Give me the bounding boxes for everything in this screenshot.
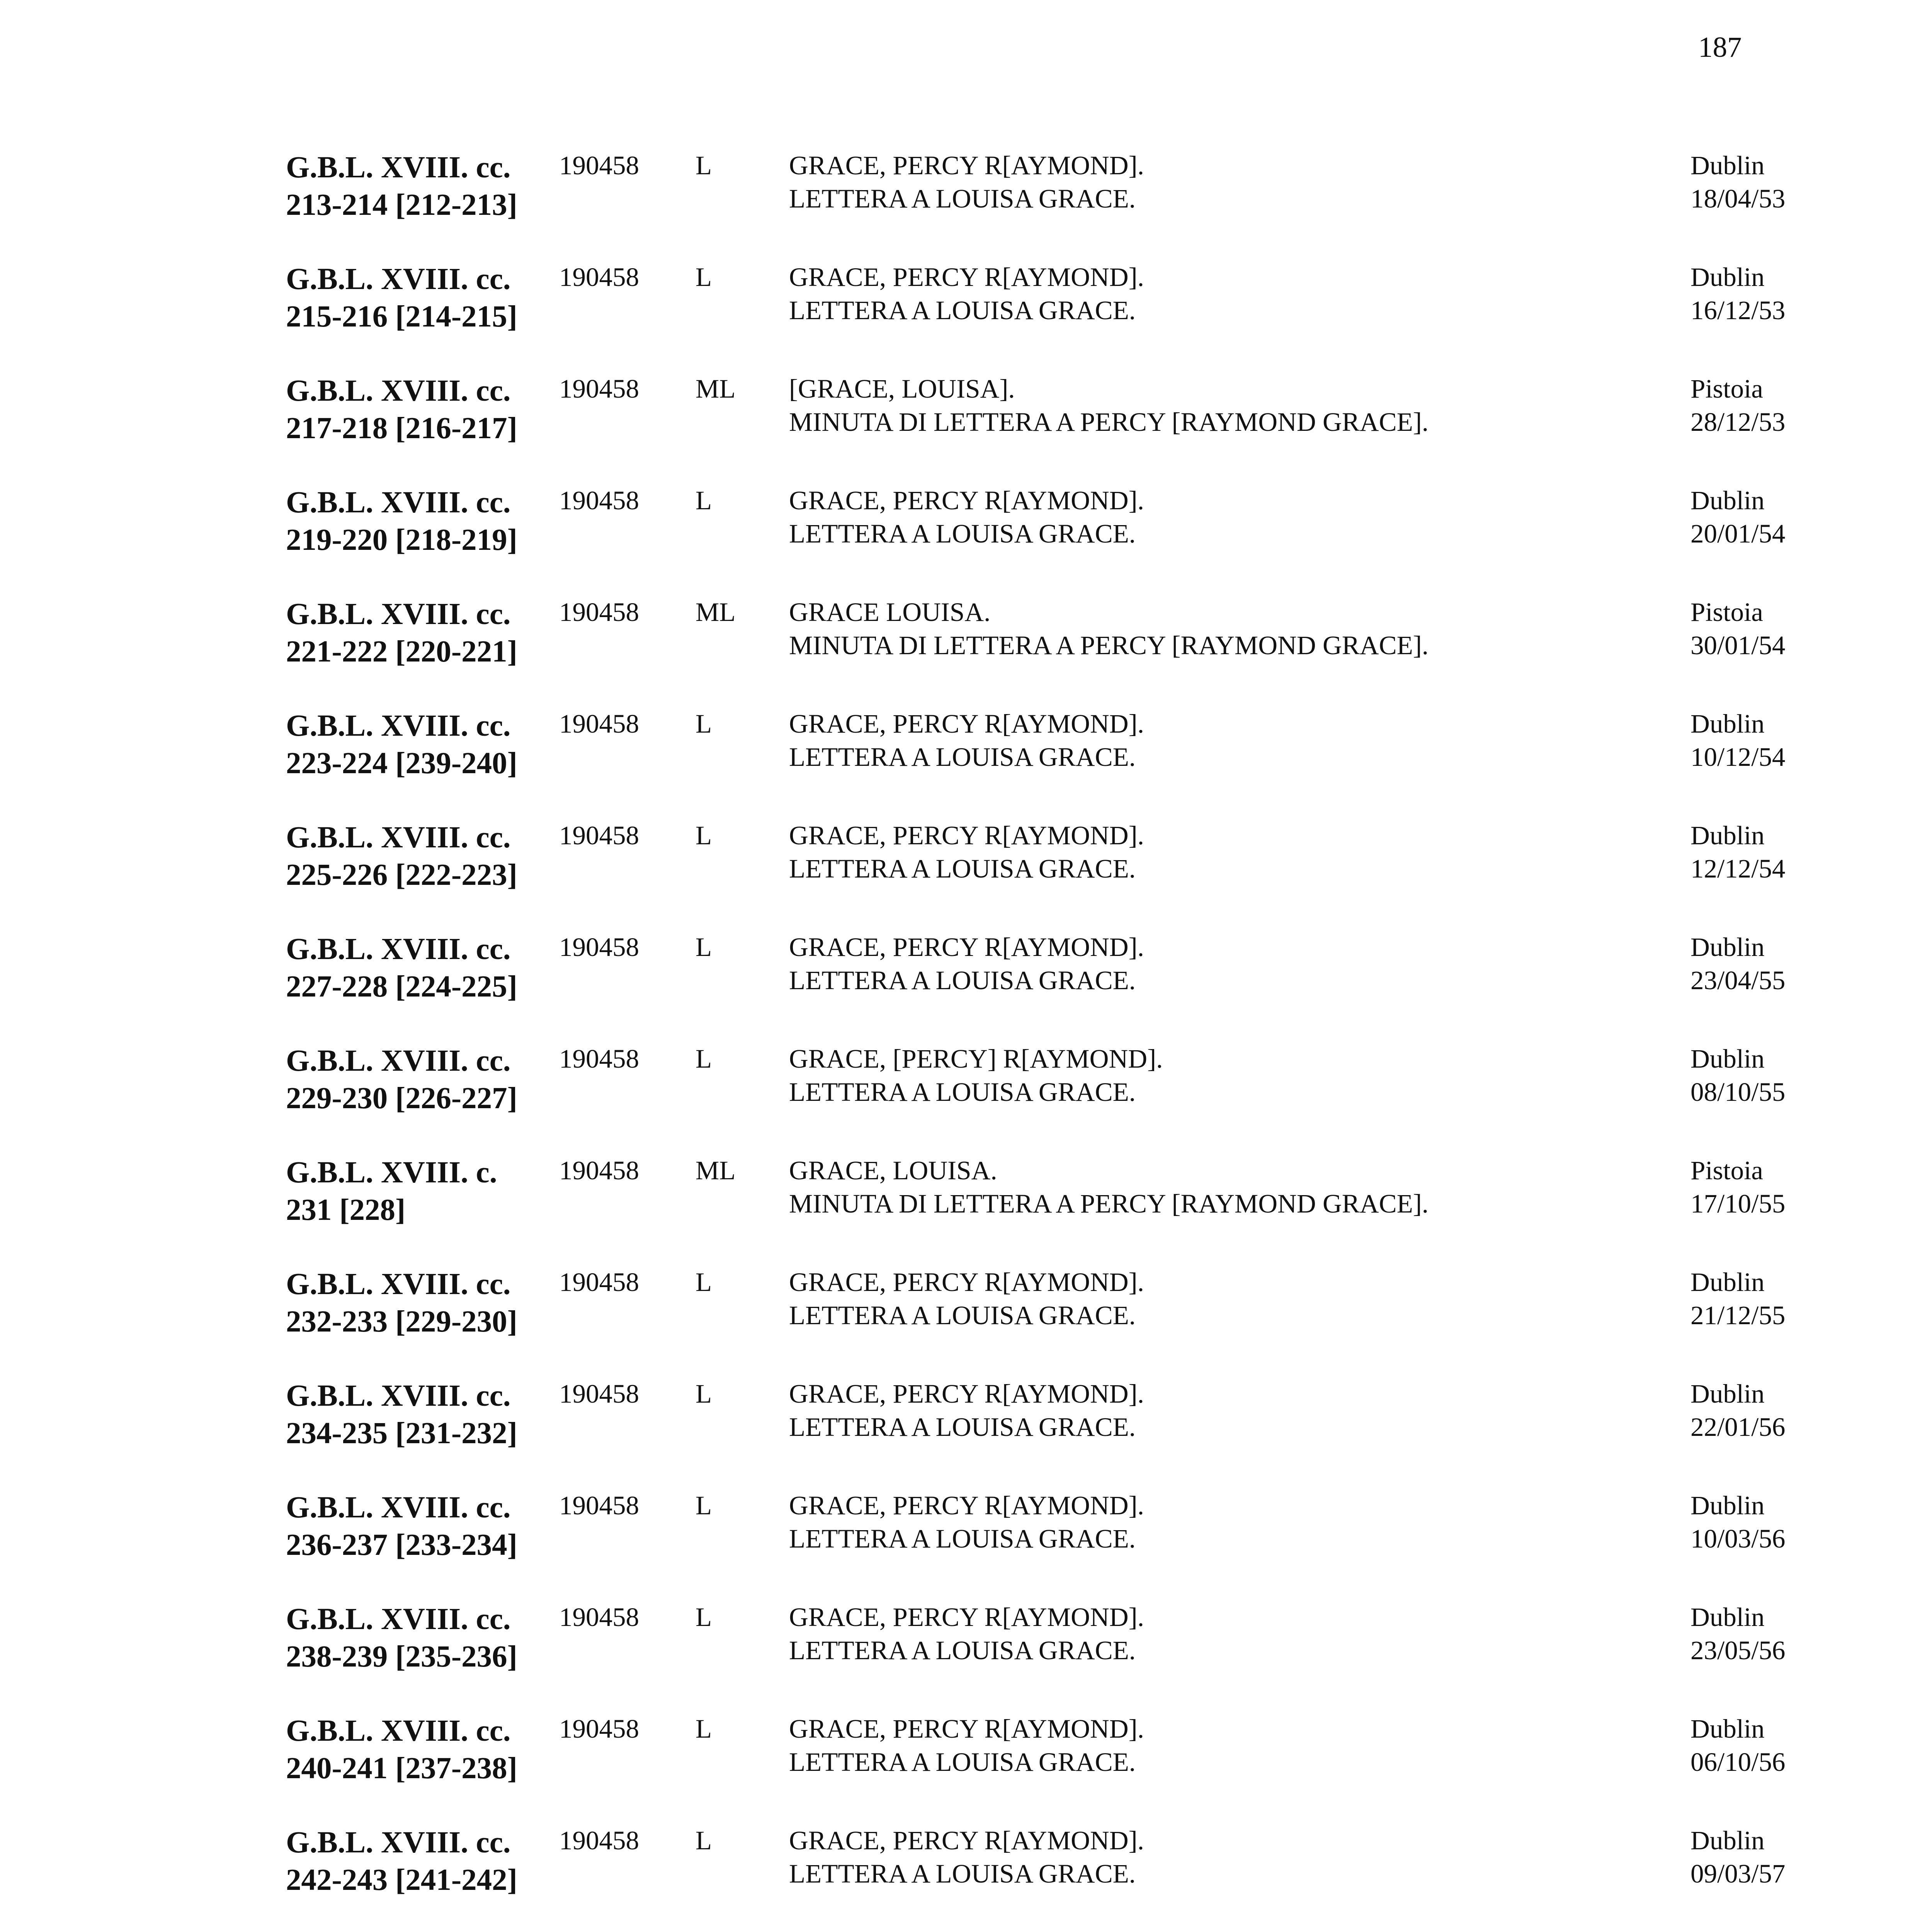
description: LETTERA A LOUISA GRACE. (789, 1859, 1136, 1888)
shelfmark-line2: 217-218 [216-217] (286, 412, 517, 445)
catalogue-entry (0, 1824, 1932, 1920)
date: 16/12/53 (1690, 296, 1786, 325)
shelfmark-line2: 227-228 [224-225] (286, 970, 517, 1003)
catalogue-entry (0, 1042, 1932, 1139)
shelfmark-line1: G.B.L. XVIII. cc. (286, 1379, 511, 1413)
catalogue-entry (0, 149, 1932, 245)
entry-description (789, 1265, 1144, 1332)
shelfmark (286, 1489, 564, 1564)
author: GRACE, PERCY R[AYMOND]. (789, 1826, 1144, 1855)
date: 23/04/55 (1690, 966, 1786, 995)
author: GRACE, PERCY R[AYMOND]. (789, 932, 1144, 962)
shelfmark (286, 1265, 564, 1340)
shelfmark-line1: G.B.L. XVIII. cc. (286, 1826, 511, 1859)
place: Dublin (1690, 1267, 1765, 1297)
description: LETTERA A LOUISA GRACE. (789, 966, 1136, 995)
document-type: L (696, 262, 712, 292)
entry-description (789, 1600, 1144, 1667)
shelfmark-line2: 213-214 [212-213] (286, 188, 517, 222)
description: LETTERA A LOUISA GRACE. (789, 1301, 1136, 1330)
place: Dublin (1690, 1379, 1765, 1408)
place: Dublin (1690, 1044, 1765, 1073)
shelfmark-line1: G.B.L. XVIII. cc. (286, 821, 511, 854)
date: 06/10/56 (1690, 1747, 1786, 1777)
author: GRACE, PERCY R[AYMOND]. (789, 262, 1144, 292)
entry-description (789, 1712, 1144, 1779)
inventory-code: 190458 (559, 597, 639, 627)
date: 10/03/56 (1690, 1524, 1786, 1553)
shelfmark-line2: 223-224 [239-240] (286, 747, 517, 780)
shelfmark-line2: 238-239 [235-236] (286, 1640, 517, 1673)
place-date (1690, 819, 1785, 885)
shelfmark-line2: 215-216 [214-215] (286, 300, 517, 333)
shelfmark-line1: G.B.L. XVIII. cc. (286, 1491, 511, 1524)
document-type: L (696, 1491, 712, 1520)
author: GRACE, PERCY R[AYMOND]. (789, 1714, 1144, 1743)
place-date (1690, 707, 1785, 774)
document-type: ML (696, 374, 736, 403)
document-type: L (696, 709, 712, 738)
document-type: L (696, 1379, 712, 1408)
inventory-code: 190458 (559, 1714, 639, 1743)
place-date (1690, 1154, 1785, 1220)
document-type: L (696, 1714, 712, 1743)
description: LETTERA A LOUISA GRACE. (789, 854, 1136, 883)
description: LETTERA A LOUISA GRACE. (789, 296, 1136, 325)
shelfmark-line2: 225-226 [222-223] (286, 858, 517, 892)
place: Pistoia (1690, 374, 1763, 403)
place: Pistoia (1690, 597, 1763, 627)
document-type: L (696, 486, 712, 515)
place-date (1690, 595, 1785, 662)
date: 17/10/55 (1690, 1189, 1786, 1218)
place-date (1690, 1712, 1785, 1779)
shelfmark (286, 1042, 564, 1117)
document-type: L (696, 1044, 712, 1073)
shelfmark-line1: G.B.L. XVIII. cc. (286, 374, 511, 408)
document-type: ML (696, 1156, 736, 1185)
catalogue-entry (0, 1712, 1932, 1809)
document-type: L (696, 1602, 712, 1632)
shelfmark (286, 930, 564, 1005)
shelfmark-line1: G.B.L. XVIII. cc. (286, 1602, 511, 1636)
catalogue-entry (0, 595, 1932, 692)
document-type: L (696, 151, 712, 180)
entry-description (789, 1377, 1144, 1444)
shelfmark (286, 819, 564, 894)
entry-description (789, 819, 1144, 885)
document-type: L (696, 1267, 712, 1297)
shelfmark-line2: 236-237 [233-234] (286, 1528, 517, 1562)
inventory-code: 190458 (559, 932, 639, 962)
date: 23/05/56 (1690, 1636, 1786, 1665)
shelfmark-line2: 240-241 [237-238] (286, 1752, 517, 1785)
catalogue-entry (0, 819, 1932, 915)
description: LETTERA A LOUISA GRACE. (789, 184, 1136, 213)
entry-description (789, 1489, 1144, 1555)
author: GRACE, PERCY R[AYMOND]. (789, 151, 1144, 180)
shelfmark (286, 1600, 564, 1675)
description: MINUTA DI LETTERA A PERCY [RAYMOND GRACE]. (789, 407, 1429, 437)
shelfmark (286, 1154, 564, 1229)
shelfmark-line1: G.B.L. XVIII. cc. (286, 1044, 511, 1078)
place-date (1690, 930, 1785, 997)
place: Dublin (1690, 262, 1765, 292)
inventory-code: 190458 (559, 1826, 639, 1855)
place: Dublin (1690, 1714, 1765, 1743)
author: GRACE, PERCY R[AYMOND]. (789, 709, 1144, 738)
inventory-code: 190458 (559, 1491, 639, 1520)
author: [GRACE, LOUISA]. (789, 374, 1015, 403)
entry-description (789, 260, 1144, 327)
catalogue-entry (0, 930, 1932, 1027)
entry-description (789, 1824, 1144, 1890)
author: GRACE, PERCY R[AYMOND]. (789, 1267, 1144, 1297)
shelfmark-line1: G.B.L. XVIII. cc. (286, 486, 511, 519)
inventory-code: 190458 (559, 1267, 639, 1297)
place: Dublin (1690, 932, 1765, 962)
inventory-code: 190458 (559, 1379, 639, 1408)
shelfmark (286, 1824, 564, 1899)
shelfmark-line2: 232-233 [229-230] (286, 1305, 517, 1338)
shelfmark-line2: 229-230 [226-227] (286, 1082, 517, 1115)
place: Dublin (1690, 1826, 1765, 1855)
shelfmark-line1: G.B.L. XVIII. cc. (286, 932, 511, 966)
date: 10/12/54 (1690, 742, 1786, 772)
description: MINUTA DI LETTERA A PERCY [RAYMOND GRACE]. (789, 1189, 1429, 1218)
shelfmark-line1: G.B.L. XVIII. cc. (286, 1714, 511, 1748)
shelfmark (286, 372, 564, 447)
document-type: L (696, 821, 712, 850)
entry-description (789, 484, 1144, 550)
date: 20/01/54 (1690, 519, 1786, 548)
inventory-code: 190458 (559, 709, 639, 738)
catalogue-entry (0, 372, 1932, 469)
author: GRACE, PERCY R[AYMOND]. (789, 1379, 1144, 1408)
shelfmark (286, 260, 564, 335)
catalogue-entry (0, 260, 1932, 357)
catalogue-entry (0, 484, 1932, 580)
shelfmark (286, 1377, 564, 1452)
date: 21/12/55 (1690, 1301, 1786, 1330)
date: 18/04/53 (1690, 184, 1786, 213)
date: 09/03/57 (1690, 1859, 1786, 1888)
place: Dublin (1690, 1602, 1765, 1632)
entry-description (789, 149, 1144, 215)
date: 28/12/53 (1690, 407, 1786, 437)
catalogue-entry (0, 1600, 1932, 1697)
place-date (1690, 1265, 1785, 1332)
inventory-code: 190458 (559, 1602, 639, 1632)
shelfmark-line1: G.B.L. XVIII. cc. (286, 597, 511, 631)
description: LETTERA A LOUISA GRACE. (789, 1747, 1136, 1777)
author: GRACE LOUISA. (789, 597, 991, 627)
shelfmark-line1: G.B.L. XVIII. cc. (286, 151, 511, 184)
shelfmark (286, 595, 564, 670)
place-date (1690, 1489, 1785, 1555)
author: GRACE, [PERCY] R[AYMOND]. (789, 1044, 1163, 1073)
shelfmark (286, 484, 564, 559)
place: Dublin (1690, 1491, 1765, 1520)
place-date (1690, 484, 1785, 550)
catalogue-entry (0, 707, 1932, 804)
shelfmark-line2: 221-222 [220-221] (286, 635, 517, 668)
description: LETTERA A LOUISA GRACE. (789, 1412, 1136, 1442)
shelfmark-line2: 231 [228] (286, 1193, 406, 1227)
catalogue-entry (0, 1489, 1932, 1585)
inventory-code: 190458 (559, 821, 639, 850)
place-date (1690, 260, 1785, 327)
shelfmark-line1: G.B.L. XVIII. cc. (286, 262, 511, 296)
document-type: L (696, 932, 712, 962)
catalogue-entry (0, 1377, 1932, 1474)
shelfmark-line2: 242-243 [241-242] (286, 1863, 517, 1897)
date: 08/10/55 (1690, 1077, 1786, 1107)
place: Dublin (1690, 151, 1765, 180)
place-date (1690, 372, 1785, 439)
description: LETTERA A LOUISA GRACE. (789, 519, 1136, 548)
author: GRACE, PERCY R[AYMOND]. (789, 486, 1144, 515)
author: GRACE, PERCY R[AYMOND]. (789, 1491, 1144, 1520)
entry-description (789, 372, 1429, 439)
inventory-code: 190458 (559, 151, 639, 180)
date: 12/12/54 (1690, 854, 1786, 883)
entry-description (789, 595, 1429, 662)
entry-description (789, 1154, 1429, 1220)
place-date (1690, 1600, 1785, 1667)
document-type: L (696, 1826, 712, 1855)
place-date (1690, 1042, 1785, 1109)
place-date (1690, 1824, 1785, 1890)
place-date (1690, 149, 1785, 215)
inventory-code: 190458 (559, 1156, 639, 1185)
document-type: ML (696, 597, 736, 627)
description: LETTERA A LOUISA GRACE. (789, 742, 1136, 772)
shelfmark-line2: 219-220 [218-219] (286, 523, 517, 557)
catalogue-entry (0, 1154, 1932, 1250)
page-number: 187 (1698, 31, 1742, 63)
inventory-code: 190458 (559, 262, 639, 292)
date: 22/01/56 (1690, 1412, 1786, 1442)
shelfmark-line1: G.B.L. XVIII. c. (286, 1156, 497, 1189)
author: GRACE, PERCY R[AYMOND]. (789, 1602, 1144, 1632)
inventory-code: 190458 (559, 374, 639, 403)
entry-description (789, 1042, 1163, 1109)
shelfmark-line2: 234-235 [231-232] (286, 1417, 517, 1450)
entry-description (789, 707, 1144, 774)
inventory-code: 190458 (559, 1044, 639, 1073)
catalogue-entry (0, 1265, 1932, 1362)
author: GRACE, PERCY R[AYMOND]. (789, 821, 1144, 850)
description: MINUTA DI LETTERA A PERCY [RAYMOND GRACE]. (789, 631, 1429, 660)
inventory-code: 190458 (559, 486, 639, 515)
shelfmark (286, 149, 564, 224)
date: 30/01/54 (1690, 631, 1786, 660)
place: Dublin (1690, 486, 1765, 515)
shelfmark-line1: G.B.L. XVIII. cc. (286, 1267, 511, 1301)
description: LETTERA A LOUISA GRACE. (789, 1524, 1136, 1553)
place-date (1690, 1377, 1785, 1444)
description: LETTERA A LOUISA GRACE. (789, 1636, 1136, 1665)
place: Dublin (1690, 709, 1765, 738)
shelfmark (286, 1712, 564, 1787)
shelfmark-line1: G.B.L. XVIII. cc. (286, 709, 511, 743)
place: Pistoia (1690, 1156, 1763, 1185)
author: GRACE, LOUISA. (789, 1156, 997, 1185)
shelfmark (286, 707, 564, 782)
description: LETTERA A LOUISA GRACE. (789, 1077, 1136, 1107)
place: Dublin (1690, 821, 1765, 850)
entry-description (789, 930, 1144, 997)
